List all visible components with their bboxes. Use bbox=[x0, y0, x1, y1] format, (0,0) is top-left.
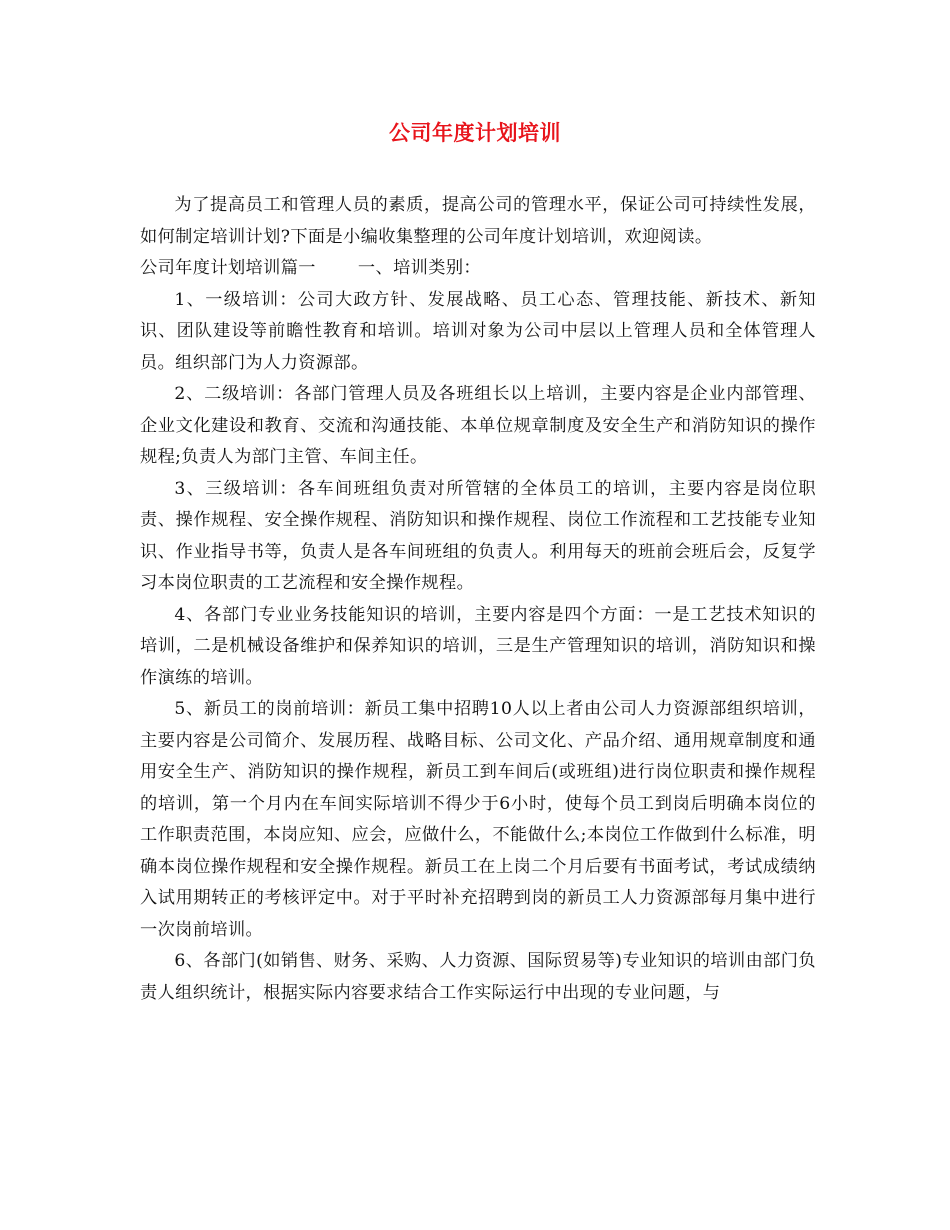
intro-paragraph: 为了提高员工和管理人员的素质，提高公司的管理水平，保证公司可持续性发展，如何制定培训计划?下面是小编收集整理的公司年度计划培训，欢迎阅读。 bbox=[140, 195, 816, 247]
paragraph-department-skills-training: 4、各部门专业业务技能知识的培训，主要内容是四个方面：一是工艺技术知识的培训，二是机械设备维护和保养知识的培训，三是生产管理知识的培训，消防知识和操作演练的培训。 bbox=[140, 604, 816, 688]
section-spacer bbox=[316, 253, 358, 285]
document-title: 公司年度计划培训 bbox=[389, 121, 561, 145]
section-heading: 一、培训类别： bbox=[357, 258, 482, 278]
document-body bbox=[140, 190, 816, 1009]
paragraph-new-employee-training: 5、新员工的岗前培训：新员工集中招聘10人以上者由公司人力资源部组织培训，主要内容是公司简介、发展历程、战略目标、公司文化、产品介绍、通用规章制度和通用安全生产、消防知识的操作规程，新员工到车间后(或班组)进行岗位职责和操作规程的培训，第一个月内在车间实际培训不得少于6小时，使每个员工到岗后明确本岗位的工作职责范围，本岗应知、应会，应做什么，不能做什么;本岗位工作做到什么标准，明确本岗位操作规程和安全操作规程。新员工在上岗二个月后要有书面考试，考试成绩纳入试用期转正的考核评定中。对于平时补充招聘到岗的新员工人力资源部每月集中进行一次岗前培训。 bbox=[140, 699, 816, 940]
paragraph-professional-knowledge-training: 6、各部门(如销售、财务、采购、人力资源、国际贸易等)专业知识的培训由部门负责人组织统计，根据实际内容要求结合工作实际运行中出现的专业问题，与 bbox=[140, 951, 816, 1003]
paragraph-level-3-training: 3、三级培训：各车间班组负责对所管辖的全体员工的培训，主要内容是岗位职责、操作规程、安全操作规程、消防知识和操作规程、岗位工作流程和工艺技能专业知识、作业指导书等，负责人是各车间班组的负责人。利用每天的班前会班后会，反复学习本岗位职责的工艺流程和安全操作规程。 bbox=[140, 478, 816, 593]
paragraph-level-1-training: 1、一级培训：公司大政方针、发展战略、员工心态、管理技能、新技术、新知识、团队建设等前瞻性教育和培训。培训对象为公司中层以上管理人员和全体管理人员。组织部门为人力资源部。 bbox=[140, 289, 816, 373]
section-label: 公司年度计划培训篇一 bbox=[140, 258, 316, 278]
paragraph-level-2-training: 2、二级培训：各部门管理人员及各班组长以上培训，主要内容是企业内部管理、企业文化建设和教育、交流和沟通技能、本单位规章制度及安全生产和消防知识的操作规程;负责人为部门主管、车间主任。 bbox=[140, 384, 816, 467]
section-heading-line bbox=[140, 253, 816, 285]
